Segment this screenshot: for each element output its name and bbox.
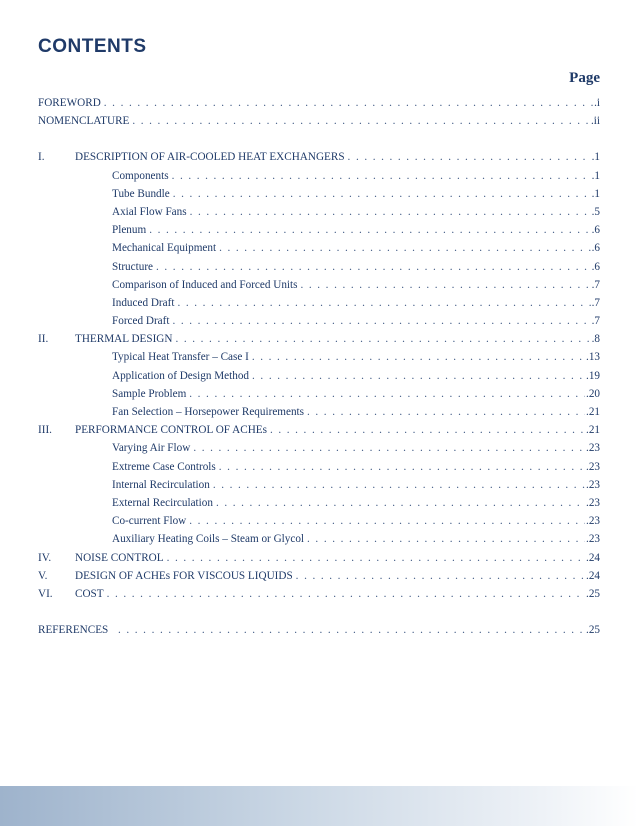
toc-entry-foreword[interactable] (38, 94, 600, 112)
toc-label: Co-current Flow (112, 515, 187, 528)
leader-dots (172, 312, 590, 330)
leader-dots (193, 439, 585, 457)
leader-dots (270, 421, 585, 439)
toc-section-2[interactable] (38, 330, 600, 348)
section-number: II. (38, 333, 49, 346)
toc-label: Comparison of Induced and Forced Units (112, 278, 298, 291)
toc-page-number: .25 (586, 587, 600, 600)
toc-page-number: .5 (591, 205, 600, 218)
toc-label: Typical Heat Transfer – Case I (112, 351, 249, 364)
toc-label: Extreme Case Controls (112, 460, 216, 473)
toc-label: DESIGN OF ACHEs FOR VISCOUS LIQUIDS (75, 569, 293, 582)
toc-subentry[interactable] (38, 512, 600, 530)
toc-page-number: .1 (591, 169, 600, 182)
leader-dots (172, 167, 591, 185)
leader-dots (118, 621, 585, 639)
toc-page-number: .24 (586, 569, 600, 582)
section-number: III. (38, 424, 52, 437)
leader-dots (104, 94, 593, 112)
leader-dots (307, 403, 585, 421)
leader-dots (216, 494, 585, 512)
toc-subentry[interactable] (38, 367, 600, 385)
toc-label: Fan Selection – Horsepower Requirements (112, 406, 305, 418)
toc-label: DESCRIPTION OF AIR-COOLED HEAT EXCHANGERS (75, 151, 345, 164)
footer-gradient-bar (0, 786, 638, 826)
leader-dots (175, 330, 590, 348)
toc-page-number: .23 (586, 496, 600, 509)
toc-label: Components (112, 169, 169, 182)
toc-section-1[interactable] (38, 148, 600, 166)
toc-subentry[interactable] (38, 221, 600, 239)
toc-page-number: .23 (586, 442, 600, 455)
toc-subentry[interactable] (38, 239, 600, 257)
toc-label: Induced Draft (112, 296, 175, 309)
page-title: CONTENTS (38, 36, 147, 57)
toc-label: Structure (112, 260, 154, 273)
leader-dots (177, 294, 590, 312)
toc-label: FOREWORD (38, 97, 101, 109)
toc-section-4[interactable] (38, 549, 600, 567)
toc-label: REFERENCES (38, 624, 109, 637)
leader-dots (252, 348, 585, 366)
toc-label: PERFORMANCE CONTROL OF ACHEs (75, 424, 267, 437)
toc-page-number: .6 (591, 242, 600, 255)
spacer (38, 603, 600, 621)
toc-subentry[interactable] (38, 385, 600, 403)
leader-dots (189, 512, 585, 530)
leader-dots (219, 458, 585, 476)
toc-subentry[interactable] (38, 203, 600, 221)
toc-label: COST (75, 587, 104, 600)
toc-page-number: .24 (586, 551, 600, 564)
leader-dots (219, 239, 591, 257)
toc-entry-references[interactable] (38, 621, 600, 639)
toc-page-number: .i (594, 97, 600, 109)
leader-dots (189, 385, 585, 403)
toc-subentry[interactable] (38, 312, 600, 330)
leader-dots (348, 148, 591, 166)
toc-page-number: .20 (586, 387, 600, 400)
toc-subentry[interactable] (38, 167, 600, 185)
toc-label: Varying Air Flow (112, 442, 191, 455)
leader-dots (167, 549, 585, 567)
leader-dots (296, 567, 585, 585)
toc-page-number: .13 (586, 351, 600, 364)
toc-page-number: .23 (586, 533, 600, 546)
toc-page-number: .7 (591, 296, 600, 309)
section-number: IV. (38, 551, 52, 564)
page-column-header: Page (569, 70, 600, 86)
section-number: I. (38, 151, 45, 164)
toc-label: Axial Flow Fans (112, 205, 187, 218)
toc-label: Tube Bundle (112, 187, 170, 200)
toc-page-number: .1 (591, 187, 600, 200)
toc-subentry[interactable] (38, 276, 600, 294)
leader-dots (173, 185, 591, 203)
leader-dots (107, 585, 585, 603)
toc-page-number: .7 (591, 315, 600, 328)
toc-label: Forced Draft (112, 315, 170, 328)
toc-section-5[interactable] (38, 567, 600, 585)
spacer (38, 130, 600, 148)
toc-label: Mechanical Equipment (112, 242, 217, 255)
toc-label: External Recirculation (112, 496, 213, 509)
leader-dots (149, 221, 590, 239)
toc-subentry[interactable] (38, 294, 600, 312)
toc-subentry[interactable] (38, 403, 600, 421)
leader-dots (132, 112, 590, 130)
toc-label: Plenum (112, 224, 147, 237)
toc-page-number: .21 (586, 424, 600, 437)
toc-label: Sample Problem (112, 387, 187, 400)
leader-dots (156, 258, 591, 276)
toc-label: Internal Recirculation (112, 478, 210, 491)
toc-subentry[interactable] (38, 530, 600, 548)
toc-page-number: .8 (591, 333, 600, 346)
toc-entry-nomenclature[interactable] (38, 112, 600, 130)
toc-subentry[interactable] (38, 439, 600, 457)
section-number: VI. (38, 587, 53, 600)
leader-dots (190, 203, 591, 221)
toc-subentry[interactable] (38, 476, 600, 494)
toc-section-6[interactable] (38, 585, 600, 603)
leader-dots (252, 367, 585, 385)
toc-page-number: .23 (586, 460, 600, 473)
toc-label: THERMAL DESIGN (75, 333, 173, 346)
section-number: V. (38, 569, 48, 582)
toc-page-number: .ii (590, 115, 600, 128)
toc-subentry[interactable] (38, 185, 600, 203)
toc-label: Auxiliary Heating Coils – Steam or Glycol (112, 533, 305, 546)
toc-page-number: .23 (586, 515, 600, 528)
toc-page-number: .1 (591, 151, 600, 164)
table-of-contents (38, 94, 600, 639)
toc-subentry[interactable] (38, 348, 600, 366)
toc-page-number: .7 (591, 278, 600, 291)
toc-page-number: .6 (591, 260, 600, 273)
toc-subentry[interactable] (38, 494, 600, 512)
toc-subentry[interactable] (38, 258, 600, 276)
toc-label: NOMENCLATURE (38, 115, 130, 128)
toc-page-number: .23 (586, 478, 600, 491)
toc-label: NOISE CONTROL (75, 551, 164, 564)
leader-dots (307, 530, 585, 548)
toc-page-number: .21 (586, 406, 600, 418)
leader-dots (213, 476, 585, 494)
toc-page-number: .6 (591, 224, 600, 237)
toc-subentry[interactable] (38, 458, 600, 476)
toc-page-number: .25 (586, 624, 600, 637)
toc-page-number: .19 (586, 369, 600, 382)
toc-section-3[interactable] (38, 421, 600, 439)
leader-dots (301, 276, 591, 294)
toc-label: Application of Design Method (112, 369, 250, 382)
